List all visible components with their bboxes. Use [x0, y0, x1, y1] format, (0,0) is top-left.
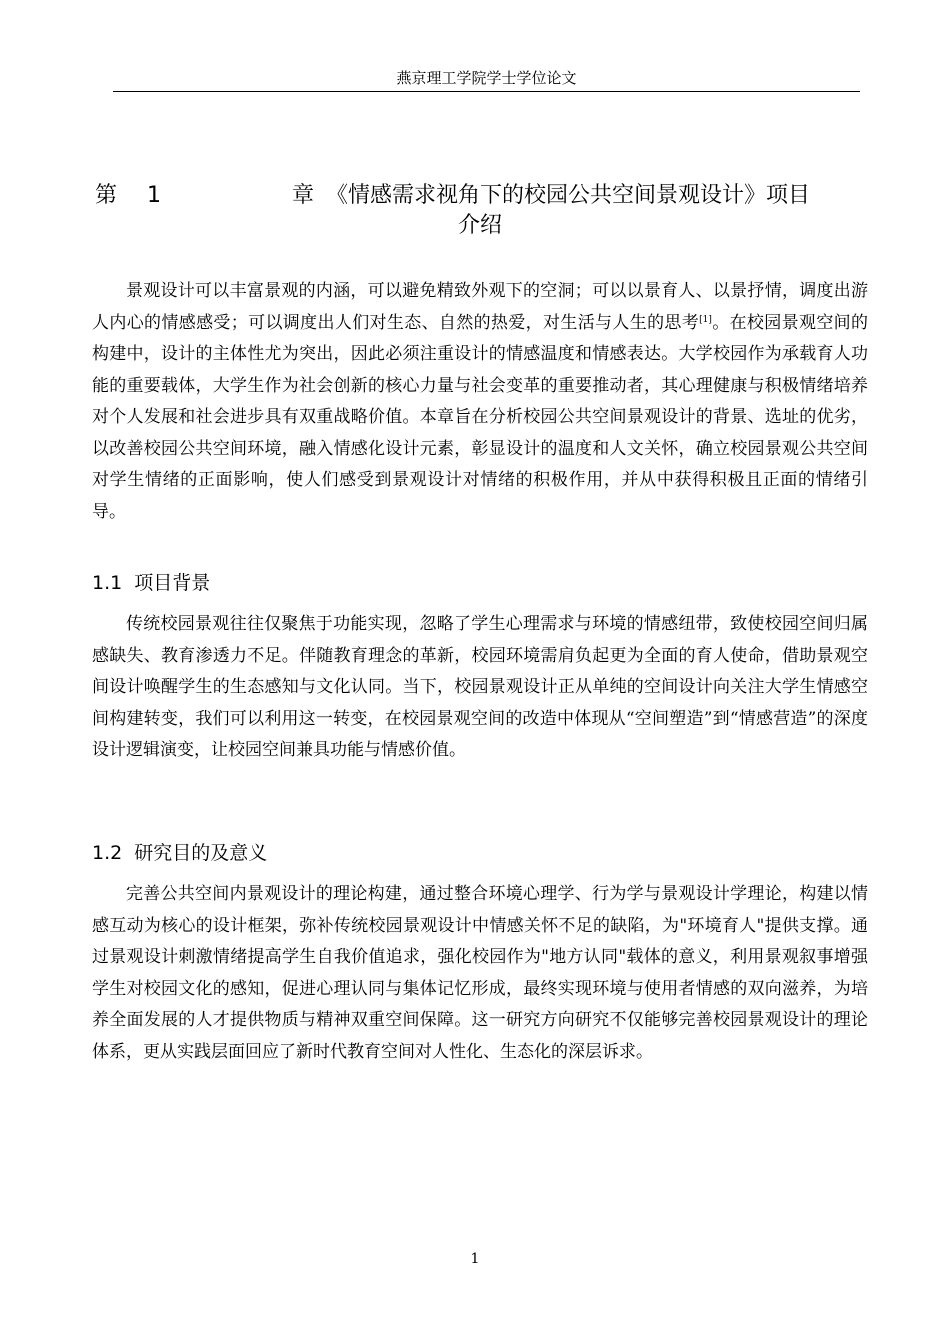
- section-number: 1.2: [92, 842, 123, 864]
- chapter-number: 1: [147, 183, 161, 208]
- section-number: 1.1: [92, 572, 123, 594]
- chapter-prefix: 第: [95, 183, 118, 208]
- section-title: 研究目的及意义: [134, 842, 268, 864]
- citation-marker: [1]: [699, 314, 712, 325]
- section-1-1-paragraph: 传统校园景观往往仅聚焦于功能实现，忽略了学生心理需求与环境的情感纽带，致使校园空间归属感缺失、教育渗透力不足。伴随教育理念的革新，校园环境需肩负起更为全面的育人使命，借助景观空间设计唤醒学生的生态感知与文化认同。当下，校园景观设计正从单纯的空间设计向关注大学生情感空间构建转变，我们可以利用这一转变，在校园景观空间的改造中体现从“空间塑造”到“情感营造”的深度设计逻辑演变，让校园空间兼具功能与情感价值。: [92, 614, 868, 760]
- running-header: 燕京理工学院学士学位论文: [396, 69, 577, 87]
- section-title: 项目背景: [134, 572, 211, 594]
- chapter-suffix: 章: [292, 183, 315, 208]
- chapter-title: [95, 181, 865, 241]
- intro-text-part-1: 景观设计可以丰富景观的内涵，可以避免精致外观下的空洞；可以以景育人、以景抒情，调度出游人内心的情感感受；可以调度出人们对生态、自然的热爱，对生活与人生的思考: [92, 281, 868, 333]
- chapter-title-line-1: [95, 181, 865, 211]
- section-heading-1-1: [92, 570, 210, 596]
- intro-paragraph: [92, 276, 868, 528]
- intro-text-part-2: 。在校园景观空间的构建中，设计的主体性尤为突出，因此必须注重设计的情感温度和情感表达。大学校园作为承载育人功能的重要载体，大学生作为社会创新的核心力量与社会变革的重要推动者，其心理健康与积极情绪培养对个人发展和社会进步具有双重战略价值。本章旨在分析校园公共空间景观设计的背景、选址的优劣，以改善校园公共空间环境，融入情感化设计元素，彰显设计的温度和人文关怀，确立校园景观公共空间对学生情绪的正面影响，使人们感受到景观设计对情绪的积极作用，并从中获得积极且正面的情绪引导。: [92, 312, 869, 522]
- section-1-2-paragraph: 完善公共空间内景观设计的理论构建，通过整合环境心理学、行为学与景观设计学理论，构建以情感互动为核心的设计框架，弥补传统校园景观设计中情感关怀不足的缺陷，为"环境育人"提供支撑。通过景观设计刺激情绪提高学生自我价值追求，强化校园作为"地方认同"载体的意义，利用景观叙事增强学生对校园文化的感知，促进心理认同与集体记忆形成，最终实现环境与使用者情感的双向滋养，为培养全面发展的人才提供物质与精神双重空间保障。这一研究方向研究不仅能够完善校园景观设计的理论体系，更从实践层面回应了新时代教育空间对人性化、生态化的深层诉求。: [92, 884, 868, 1062]
- section-heading-1-2: [92, 840, 267, 866]
- page-number: 1: [470, 1251, 480, 1267]
- chapter-title-line-2: 介绍: [457, 213, 502, 238]
- chapter-title-text: 《情感需求视角下的校园公共空间景观设计》项目: [326, 183, 811, 208]
- header-rule: [113, 91, 860, 92]
